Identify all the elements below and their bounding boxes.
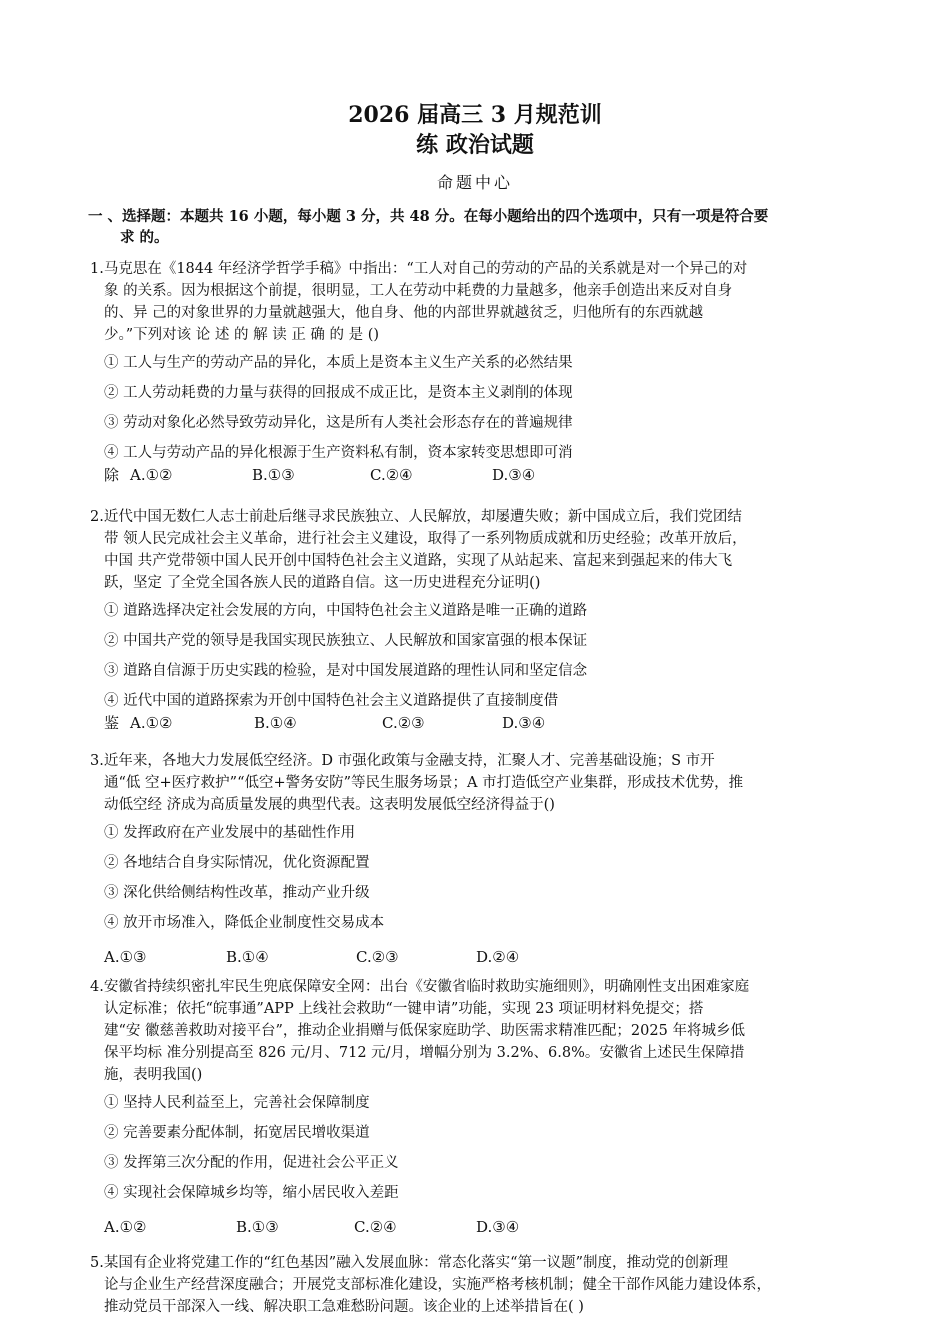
stem-line: 3.近年来，各地大力发展低空经济。D 市强化政策与金融支持，汇聚人才、完善基础设施；S 市开 bbox=[90, 753, 715, 769]
option-1: ① 工人与生产的劳动产品的异化，本质上是资本主义生产关系的必然结果 bbox=[104, 355, 573, 371]
option-2: ② 工人劳动耗费的力量与获得的回报成不成正比，是资本主义剥削的体现 bbox=[104, 385, 573, 401]
stem-line: 保平均标 准分别提高至 826 元/月、712 元/月，增幅分别为 3.2%、6.8%。安徽省上述民生保障措 bbox=[104, 1045, 745, 1061]
question-stem bbox=[90, 750, 870, 816]
stem-line: 认定标准；依托“皖事通”APP 上线社会救助“一键申请”功能，实现 23 项证明材料免提交；搭 bbox=[104, 1001, 704, 1017]
stem-line: 通“低 空+医疗救护”“低空+警务安防”等民生服务场景；A 市打造低空产业集群，形成技术优势，推 bbox=[104, 775, 744, 791]
title-line-1: 2026 届高三 3 月规范训 bbox=[348, 102, 602, 128]
section-line-2: 求 的。 bbox=[120, 229, 169, 246]
stem-line: 5.某国有企业将党建工作的“红色基因”融入发展血脉：常态化落实“第一议题”制度，推动党的创新理 bbox=[90, 1255, 728, 1271]
stem-line: 论与企业生产经营深度融合；开展党支部标准化建设，实施严格考核机制；健全干部作风能力建设体系， bbox=[104, 1277, 771, 1293]
title-line-2: 练 政治试题 bbox=[416, 132, 534, 158]
answer-choices bbox=[90, 712, 870, 734]
option-4: ④ 实现社会保障城乡均等，缩小居民收入差距 bbox=[104, 1185, 399, 1201]
option-3: ③ 道路自信源于历史实践的检验，是对中国发展道路的理性认同和坚定信念 bbox=[104, 663, 588, 679]
option-4: ④ 近代中国的道路探索为开创中国特色社会主义道路提供了直接制度借 bbox=[104, 693, 559, 709]
stem-line: 少。”下列对该 论 述 的 解 读 正 确 的 是 () bbox=[104, 327, 380, 343]
option-2: ② 完善要素分配体制，拓宽居民增收渠道 bbox=[104, 1125, 370, 1141]
question-5 bbox=[90, 1252, 870, 1318]
choice-b: B.①④ bbox=[254, 714, 297, 732]
choice-a: A.①② bbox=[104, 1218, 147, 1236]
stem-line: 2.近代中国无数仁人志士前赴后继寻求民族独立、人民解放，却屡遭失败；新中国成立后，我们党团结 bbox=[90, 509, 742, 525]
question-stem bbox=[90, 976, 870, 1086]
choice-a: A.①② bbox=[130, 714, 173, 732]
choice-a: A.①③ bbox=[104, 948, 147, 966]
section-heading bbox=[88, 206, 868, 248]
choices-prefix: 鉴 bbox=[104, 714, 120, 732]
option-3: ③ 发挥第三次分配的作用，促进社会公平正义 bbox=[104, 1155, 399, 1171]
stem-line: 施，表明我国() bbox=[104, 1067, 203, 1083]
question-stem bbox=[90, 258, 870, 346]
question-stem bbox=[90, 1252, 870, 1318]
option-1: ① 发挥政府在产业发展中的基础性作用 bbox=[104, 825, 356, 841]
choice-c: C.②④ bbox=[370, 466, 413, 484]
option-1: ① 道路选择决定社会发展的方向，中国特色社会主义道路是唯一正确的道路 bbox=[104, 603, 588, 619]
option-1: ① 坚持人民利益至上，完善社会保障制度 bbox=[104, 1095, 370, 1111]
choice-b: B.①③ bbox=[236, 1218, 279, 1236]
question-stem bbox=[90, 506, 870, 594]
option-2: ② 各地结合自身实际情况，优化资源配置 bbox=[104, 855, 370, 871]
question-1 bbox=[90, 258, 870, 486]
choice-b: B.①③ bbox=[252, 466, 295, 484]
option-3: ③ 劳动对象化必然导致劳动异化，这是所有人类社会形态存在的普遍规律 bbox=[104, 415, 573, 431]
choice-d: D.③④ bbox=[476, 1218, 520, 1236]
question-3 bbox=[90, 750, 870, 968]
stem-line: 4.安徽省持续织密扎牢民生兜底保障安全网：出台《安徽省临时救助实施细则》，明确刚性支出困难家庭 bbox=[90, 979, 750, 995]
answer-choices bbox=[90, 464, 870, 486]
choice-d: D.③④ bbox=[492, 466, 536, 484]
choices-prefix: 除 bbox=[104, 466, 120, 484]
option-4: ④ 工人与劳动产品的异化根源于生产资料私有制，资本家转变思想即可消 bbox=[104, 445, 573, 461]
stem-line: 的、异 己的对象世界的力量就越强大，他自身、他的内部世界就越贫乏，归他所有的东西就越 bbox=[104, 305, 704, 321]
stem-line: 建“安 徽慈善救助对接平台”，推动企业捐赠与低保家庭助学、助医需求精准匹配；2025 年将城乡低 bbox=[104, 1023, 745, 1039]
option-2: ② 中国共产党的领导是我国实现民族独立、人民解放和国家富强的根本保证 bbox=[104, 633, 588, 649]
question-4 bbox=[90, 976, 870, 1238]
stem-line: 推动党员干部深入一线、解决职工急难愁盼问题。该企业的上述举措旨在( ) bbox=[104, 1299, 584, 1315]
stem-line: 带 领人民完成社会主义革命，进行社会主义建设，取得了一系列物质成就和历史经验；改革开放后， bbox=[104, 531, 747, 547]
choice-a: A.①② bbox=[130, 466, 173, 484]
option-4: ④ 放开市场准入，降低企业制度性交易成本 bbox=[104, 915, 385, 931]
section-line-1: 一 、选择题：本题共 16 小题，每小题 3 分，共 48 分。在每小题给出的四个选项中，只有一项是符合要 bbox=[88, 208, 769, 225]
stem-line: 动低空经 济成为高质量发展的典型代表。这表明发展低空经济得益于() bbox=[104, 797, 555, 813]
subtitle: 命题中心 bbox=[436, 173, 513, 192]
answer-choices bbox=[90, 946, 870, 968]
stem-line: 1.马克思在《1844 年经济学哲学手稿》中指出：“工人对自己的劳动的产品的关系就是对一个异己的对 bbox=[90, 261, 748, 277]
choice-c: C.②③ bbox=[356, 948, 399, 966]
answer-choices bbox=[90, 1216, 870, 1238]
stem-line: 象 的关系。因为根据这个前提，很明显，工人在劳动中耗费的力量越多，他亲手创造出来反对自身 bbox=[104, 283, 733, 299]
choice-c: C.②③ bbox=[382, 714, 425, 732]
stem-line: 跃，坚定 了全党全国各族人民的道路自信。这一历史进程充分证明() bbox=[104, 575, 541, 591]
option-3: ③ 深化供给侧结构性改革，推动产业升级 bbox=[104, 885, 370, 901]
question-2 bbox=[90, 506, 870, 734]
choice-d: D.③④ bbox=[502, 714, 546, 732]
choice-b: B.①④ bbox=[226, 948, 269, 966]
choice-c: C.②④ bbox=[354, 1218, 397, 1236]
stem-line: 中国 共产党带领中国人民开创中国特色社会主义道路，实现了从站起来、富起来到强起来的伟大飞 bbox=[104, 553, 733, 569]
choice-d: D.②④ bbox=[476, 948, 520, 966]
